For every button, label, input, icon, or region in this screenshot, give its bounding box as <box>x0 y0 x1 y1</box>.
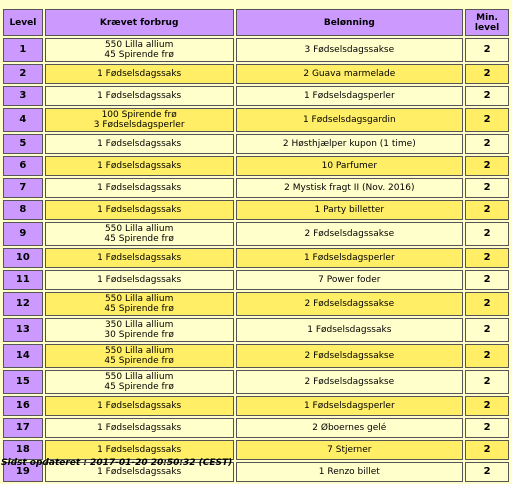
cell-level: 19 <box>3 462 43 482</box>
cell-level: 8 <box>3 200 43 220</box>
header-reward: Belønning <box>236 9 464 36</box>
table-row <box>3 86 509 106</box>
cell-required <box>45 222 234 246</box>
required-item: 550 Lilla allium <box>104 294 174 304</box>
table-row <box>3 38 509 62</box>
cell-required <box>45 38 234 62</box>
cell-level: 3 <box>3 86 43 106</box>
table-row <box>3 134 509 154</box>
table-row <box>3 270 509 290</box>
cell-reward: 7 Stjerner <box>236 440 464 460</box>
cell-required <box>45 178 234 198</box>
required-item: 45 Spirende frø <box>104 304 174 314</box>
cell-min-level: 2 <box>465 318 509 342</box>
cell-reward: 2 Fødselsdagssakse <box>236 344 464 368</box>
cell-min-level: 2 <box>465 108 509 132</box>
required-item: 1 Fødselsdagssaks <box>97 253 182 263</box>
cell-min-level: 2 <box>465 156 509 176</box>
cell-level: 6 <box>3 156 43 176</box>
header-level: Level <box>3 9 43 36</box>
cell-level: 15 <box>3 370 43 394</box>
required-item: 1 Fødselsdagssaks <box>97 183 182 193</box>
table-row <box>3 156 509 176</box>
cell-required <box>45 396 234 416</box>
cell-min-level: 2 <box>465 462 509 482</box>
required-item: 45 Spirende frø <box>104 50 174 60</box>
cell-reward: 10 Parfumer <box>236 156 464 176</box>
cell-required <box>45 318 234 342</box>
cell-required <box>45 248 234 268</box>
table-row <box>3 396 509 416</box>
cell-required <box>45 370 234 394</box>
cell-min-level: 2 <box>465 178 509 198</box>
cell-reward: 1 Fødselsdagsperler <box>236 248 464 268</box>
required-item: 550 Lilla allium <box>104 346 174 356</box>
table-row <box>3 344 509 368</box>
required-item: 30 Spirende frø <box>104 330 174 340</box>
required-item: 45 Spirende frø <box>104 234 174 244</box>
required-item: 1 Fødselsdagssaks <box>97 139 182 149</box>
cell-reward: 2 Fødselsdagssakse <box>236 370 464 394</box>
table-row <box>3 370 509 394</box>
required-item: 350 Lilla allium <box>104 320 174 330</box>
cell-reward: 2 Høsthjælper kupon (1 time) <box>236 134 464 154</box>
cell-reward: 1 Fødselsdagsperler <box>236 396 464 416</box>
cell-reward: 1 Renzo billet <box>236 462 464 482</box>
required-item: 550 Lilla allium <box>104 224 174 234</box>
header-required: Krævet forbrug <box>45 9 234 36</box>
cell-level: 4 <box>3 108 43 132</box>
required-item: 100 Spirende frø <box>101 110 177 120</box>
cell-min-level: 2 <box>465 38 509 62</box>
table-row <box>3 248 509 268</box>
last-updated-text: Sidst opdateret : 2017-01-20 20:50:32 (CEST) <box>1 458 233 468</box>
required-item: 1 Fødselsdagssaks <box>97 401 182 411</box>
cell-required <box>45 344 234 368</box>
table-body <box>3 38 509 482</box>
required-item: 1 Fødselsdagssaks <box>97 445 182 455</box>
cell-min-level: 2 <box>465 292 509 316</box>
required-item: 45 Spirende frø <box>104 382 174 392</box>
rewards-table <box>1 7 511 484</box>
cell-required <box>45 134 234 154</box>
cell-level: 14 <box>3 344 43 368</box>
cell-min-level: 2 <box>465 200 509 220</box>
cell-level: 2 <box>3 64 43 84</box>
cell-min-level: 2 <box>465 270 509 290</box>
required-item: 1 Fødselsdagssaks <box>97 423 182 433</box>
cell-reward: 1 Fødselsdagssaks <box>236 318 464 342</box>
required-item: 45 Spirende frø <box>104 356 174 366</box>
cell-reward: 1 Party billetter <box>236 200 464 220</box>
cell-reward: 1 Fødselsdagsperler <box>236 86 464 106</box>
cell-level: 13 <box>3 318 43 342</box>
cell-reward: 1 Fødselsdagsgardin <box>236 108 464 132</box>
cell-level: 17 <box>3 418 43 438</box>
table-row <box>3 318 509 342</box>
cell-level: 12 <box>3 292 43 316</box>
cell-min-level: 2 <box>465 64 509 84</box>
cell-min-level: 2 <box>465 86 509 106</box>
cell-level: 10 <box>3 248 43 268</box>
cell-required <box>45 108 234 132</box>
table-row <box>3 200 509 220</box>
cell-level: 1 <box>3 38 43 62</box>
cell-level: 16 <box>3 396 43 416</box>
cell-required <box>45 64 234 84</box>
cell-min-level: 2 <box>465 248 509 268</box>
required-item: 3 Fødselsdagsperler <box>93 120 185 130</box>
rewards-table-container <box>0 7 512 484</box>
table-row <box>3 222 509 246</box>
required-item: 550 Lilla allium <box>104 40 174 50</box>
cell-min-level: 2 <box>465 440 509 460</box>
cell-required <box>45 200 234 220</box>
table-header-row <box>3 9 509 36</box>
cell-required <box>45 418 234 438</box>
table-row <box>3 440 509 460</box>
cell-level: 11 <box>3 270 43 290</box>
cell-level: 5 <box>3 134 43 154</box>
required-item: 1 Fødselsdagssaks <box>97 69 182 79</box>
required-item: 1 Fødselsdagssaks <box>97 467 182 477</box>
table-row <box>3 178 509 198</box>
required-item: 1 Fødselsdagssaks <box>97 205 182 215</box>
cell-required <box>45 156 234 176</box>
cell-min-level: 2 <box>465 344 509 368</box>
cell-min-level: 2 <box>465 134 509 154</box>
cell-level: 18 <box>3 440 43 460</box>
cell-min-level: 2 <box>465 370 509 394</box>
required-item: 1 Fødselsdagssaks <box>97 161 182 171</box>
cell-reward: 2 Guava marmelade <box>236 64 464 84</box>
table-row <box>3 64 509 84</box>
cell-reward: 7 Power foder <box>236 270 464 290</box>
cell-level: 7 <box>3 178 43 198</box>
cell-reward: 2 Fødselsdagssakse <box>236 292 464 316</box>
cell-required <box>45 440 234 460</box>
table-row <box>3 418 509 438</box>
cell-reward: 2 Fødselsdagssakse <box>236 222 464 246</box>
table-row <box>3 292 509 316</box>
cell-required <box>45 86 234 106</box>
required-item: 1 Fødselsdagssaks <box>97 275 182 285</box>
table-row <box>3 108 509 132</box>
cell-level: 9 <box>3 222 43 246</box>
cell-required <box>45 270 234 290</box>
cell-reward: 2 Øboernes gelé <box>236 418 464 438</box>
required-item: 1 Fødselsdagssaks <box>97 91 182 101</box>
cell-min-level: 2 <box>465 418 509 438</box>
cell-required <box>45 292 234 316</box>
header-min-level <box>465 9 509 36</box>
cell-reward: 2 Mystisk fragt II (Nov. 2016) <box>236 178 464 198</box>
header-min-level-text: Min. level <box>474 12 500 33</box>
cell-reward: 3 Fødselsdagssakse <box>236 38 464 62</box>
required-item: 550 Lilla allium <box>104 372 174 382</box>
cell-min-level: 2 <box>465 222 509 246</box>
cell-min-level: 2 <box>465 396 509 416</box>
